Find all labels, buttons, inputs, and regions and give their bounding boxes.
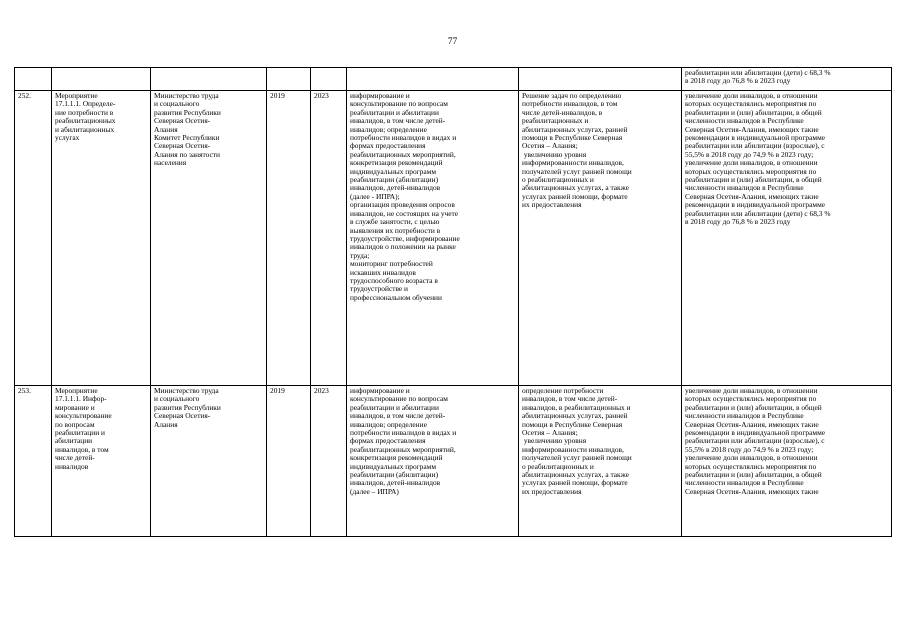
end-year-cell: [311, 68, 347, 91]
activity-name-cell: [52, 91, 151, 386]
table-row: [15, 91, 892, 386]
executor-cell: [151, 91, 267, 386]
indicator-cell: [682, 386, 892, 537]
indicator-text: увеличение доли инвалидов, в отношении которых осуществлялись мероприятия по реабилитации и (или) абилитации, в общей численности инвалидов в Республике Северная Осетия-Алания, имеющих такие рекомендации в индивидуальной программе реабилитации или абилитации (взрослые), с 55,5% в 2018 году до 74,9 % в 2023 году; увеличение доли инвалидов, в отношении которых осуществлялись мероприятия по реабилитации и (или) абилитации, в общей численности инвалидов в Республике Северная Осетия-Алания, имеющих такие: [685, 386, 826, 496]
content-text: информирование и консультирование по вопросам реабилитации и абилитации инвалидов, в том числе детей- инвалидов; определение потребности инвалидов в видах и формах предоставления реабилитационных мероприятий, конкретизация рекомендаций индивидуальных программ реабилитации (абилитации) инвалидов, детей-инвалидов (далее - ИПРА); организация проведения опросов инвалидов, не состоящих на учете в службе занятости, с целью выявления их потребности в трудоустройстве, информирование инвалидов о положении на рынке труда; мониторинг потребностей искавших инвалидов трудоспособного возраста в трудоустройстве и профессиональном обучении: [350, 91, 460, 302]
content-cell: [347, 68, 519, 91]
executor-text: Министерство труда и социального развития Республики Северная Осетия- Алания Комитет Республики Северная Осетия- Алания по занятости населения: [154, 91, 221, 168]
activity-name-text: Мероприятие 17.1.1.1. Определе- ние потребности в реабилитационных и абилитационных услугах: [55, 91, 116, 143]
content-cell: [347, 386, 519, 537]
executor-text: Министерство труда и социального развития Республики Северная Осетия- Алания: [154, 386, 221, 429]
content-cell: [347, 91, 519, 386]
row-number-cell: 253.: [15, 386, 52, 537]
indicator-cell: [682, 68, 892, 91]
table-row: [15, 68, 892, 91]
table-row: [15, 386, 892, 537]
start-year-cell: 2019: [267, 91, 311, 386]
content-text: информирование и консультирование по вопросам реабилитации и абилитации инвалидов, в том числе детей- инвалидов; определение потребности инвалидов в видах и формах предоставления реабилитационных мероприятий, конкретизация рекомендаций индивидуальных программ реабилитации (абилитации) инвалидов, детей-инвалидов (далее – ИПРА): [350, 386, 457, 496]
row-number-cell: 252.: [15, 91, 52, 386]
end-year-cell: 2023: [311, 91, 347, 386]
activity-name-cell: [52, 68, 151, 91]
start-year-cell: 2019: [267, 386, 311, 537]
executor-cell: [151, 386, 267, 537]
activity-name-cell: [52, 386, 151, 537]
start-year-cell: [267, 68, 311, 91]
activities-table: [14, 67, 892, 537]
result-cell: [519, 91, 682, 386]
executor-cell: [151, 68, 267, 91]
indicator-text: реабилитации или абилитации (дети) с 68,3 % в 2018 году до 76,8 % в 2023 году: [685, 68, 831, 86]
indicator-text: увеличение доли инвалидов, в отношении которых осуществлялись мероприятия по реабилитации и (или) абилитации, в общей численности инвалидов в Республике Северная Осетия-Алания, имеющих такие рекомендации в индивидуальной программе реабилитации или абилитации (взрослые), с 55,5% в 2018 году до 74,9 % в 2023 году; увеличение доли инвалидов, в отношении которых осуществлялись мероприятия по реабилитации и (или) абилитации, в общей численности инвалидов в Республике Северная Осетия-Алания, имеющих такие рекомендации в индивидуальной программе реабилитации или абилитации (дети) с 68,3 % в 2018 году до 76,8 % в 2023 году: [685, 91, 831, 227]
end-year-cell: 2023: [311, 386, 347, 537]
row-number-cell: [15, 68, 52, 91]
result-text: Решение задач по определению потребности инвалидов, в том числе детей-инвалидов, в реабилитационных и абилитационных услугах, ранней помощи в Республике Северная Осетия – Алания; увеличению уровня информированности инвалидов, получателей услуг ранней помощи о реабилитационных и абилитационных услугах, а также услугах ранней помощи, формате их предоставления: [522, 91, 632, 210]
activity-name-text: Мероприятие 17.1.1.1. Инфор- мирование и консультирование по вопросам реабилитации и абилитации инвалидов, в том числе детей- инвалидов: [55, 386, 112, 471]
indicator-cell: [682, 91, 892, 386]
result-cell: [519, 386, 682, 537]
result-text: определение потребности инвалидов, в том числе детей- инвалидов, в реабилитационных и абилитационных услугах, ранней помощи в Республике Северная Осетия – Алания; увеличению уровня информированности инвалидов, получателей услуг ранней помощи о реабилитационных и абилитационных услугах, а также услугах ранней помощи, формате их предоставления: [522, 386, 632, 496]
result-cell: [519, 68, 682, 91]
page-number: 77: [447, 37, 458, 47]
